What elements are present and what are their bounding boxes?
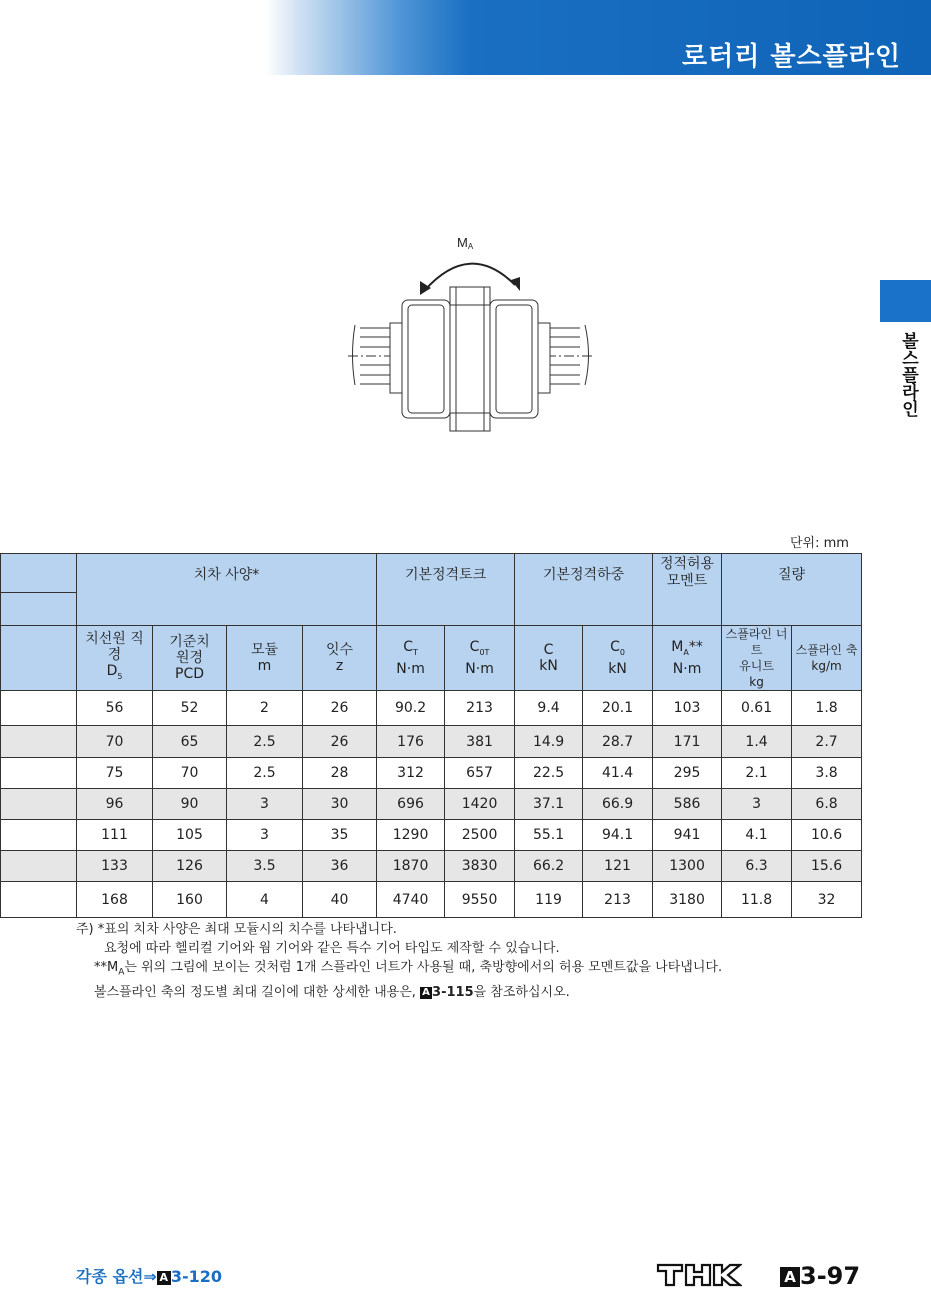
table-cell: 1.8 xyxy=(792,691,862,726)
col-c: C kN xyxy=(515,626,583,691)
table-cell: 2.5 xyxy=(227,726,303,758)
table-cell: 28.7 xyxy=(583,726,653,758)
table-cell: 1.4 xyxy=(722,726,792,758)
moment-header: 정적허용 모멘트 xyxy=(653,554,722,626)
table-cell: 133 xyxy=(77,851,153,882)
table-cell: 10.6 xyxy=(792,820,862,851)
model-cell xyxy=(1,758,77,789)
table-cell: 6.3 xyxy=(722,851,792,882)
table-cell: 160 xyxy=(153,882,227,918)
col-pcd: 기준치 원경 PCD xyxy=(153,626,227,691)
table-cell: 96 xyxy=(77,789,153,820)
moment-arrow-right-icon xyxy=(511,277,520,291)
table-cell: 26 xyxy=(303,691,377,726)
table-cell: 121 xyxy=(583,851,653,882)
table-cell: 37.1 xyxy=(515,789,583,820)
load-header: 기본정격하중 xyxy=(515,554,653,626)
table-cell: 20.1 xyxy=(583,691,653,726)
table-cell: 70 xyxy=(77,726,153,758)
table-row xyxy=(1,882,862,918)
table-cell: 28 xyxy=(303,758,377,789)
col-nut-mass: 스플라인 너트 유니트 kg xyxy=(722,626,792,691)
model-header-cell-3 xyxy=(1,626,77,691)
col-ma: $M_A**$ N·m xyxy=(653,626,722,691)
table-row xyxy=(1,851,862,882)
table-cell: 657 xyxy=(445,758,515,789)
table-cell: 3.5 xyxy=(227,851,303,882)
table-cell: 3 xyxy=(227,789,303,820)
table-cell: 90.2 xyxy=(377,691,445,726)
table-cell: 126 xyxy=(153,851,227,882)
table-cell: 119 xyxy=(515,882,583,918)
table-cell: 2 xyxy=(227,691,303,726)
model-cell xyxy=(1,851,77,882)
table-cell: 15.6 xyxy=(792,851,862,882)
side-tab-label: 볼스플라인 xyxy=(898,332,918,417)
table-cell: 168 xyxy=(77,882,153,918)
table-cell: 4.1 xyxy=(722,820,792,851)
table-cell: 3 xyxy=(227,820,303,851)
table-cell: 213 xyxy=(583,882,653,918)
footer-options-link[interactable]: 각종 옵션⇒ A 3-120 xyxy=(76,1267,222,1286)
table-cell: 90 xyxy=(153,789,227,820)
side-tab-marker xyxy=(880,280,931,322)
table-cell: 171 xyxy=(653,726,722,758)
a-section-icon: A xyxy=(780,1267,800,1287)
table-row xyxy=(1,820,862,851)
table-cell: 4 xyxy=(227,882,303,918)
table-cell: 75 xyxy=(77,758,153,789)
table-cell: 295 xyxy=(653,758,722,789)
table-cell: 6.8 xyxy=(792,789,862,820)
model-cell xyxy=(1,820,77,851)
table-cell: 26 xyxy=(303,726,377,758)
note-4: 볼스플라인 축의 정도별 최대 길이에 대한 상세한 내용은, A 3-115을 참조하십시오. xyxy=(94,984,570,1000)
table-cell: 66.2 xyxy=(515,851,583,882)
table-row xyxy=(1,691,862,726)
table-cell: 213 xyxy=(445,691,515,726)
table-cell: 9550 xyxy=(445,882,515,918)
table-cell: 30 xyxy=(303,789,377,820)
table-cell: 176 xyxy=(377,726,445,758)
table-cell: 66.9 xyxy=(583,789,653,820)
table-cell: 1870 xyxy=(377,851,445,882)
table-cell: 56 xyxy=(77,691,153,726)
table-cell: 0.61 xyxy=(722,691,792,726)
table-cell: 2.7 xyxy=(792,726,862,758)
table-cell: 3180 xyxy=(653,882,722,918)
table-cell: 1300 xyxy=(653,851,722,882)
moment-arrow-left-icon xyxy=(420,281,431,295)
moment-arc xyxy=(425,264,515,290)
table-row xyxy=(1,726,862,758)
table-cell: 3.8 xyxy=(792,758,862,789)
table-cell: 3 xyxy=(722,789,792,820)
col-ct: $C_T$ N·m xyxy=(377,626,445,691)
table-cell: 696 xyxy=(377,789,445,820)
table-cell: 41.4 xyxy=(583,758,653,789)
model-header-cell xyxy=(1,554,77,593)
table-cell: 9.4 xyxy=(515,691,583,726)
column-header-row xyxy=(1,626,862,691)
table-cell: 586 xyxy=(653,789,722,820)
table-cell: 111 xyxy=(77,820,153,851)
unit-label: 단위: mm xyxy=(790,536,849,551)
table-cell: 1420 xyxy=(445,789,515,820)
rotary-ball-spline-diagram xyxy=(330,225,610,440)
col-module: 모듈 m xyxy=(227,626,303,691)
model-cell xyxy=(1,726,77,758)
torque-header: 기본정격토크 xyxy=(377,554,515,626)
table-cell: 70 xyxy=(153,758,227,789)
model-header-cell-2 xyxy=(1,593,77,626)
note-3: $**M_A$는 위의 그림에 보이는 것처럼 1개 스플라인 너트가 사용될 때, 축방향에서의 허용 모멘트값을 나타냅니다. xyxy=(94,960,723,978)
table-cell: 2.1 xyxy=(722,758,792,789)
table-cell: 3830 xyxy=(445,851,515,882)
table-cell: 941 xyxy=(653,820,722,851)
a-section-icon: A xyxy=(157,1271,171,1285)
a-section-icon: A xyxy=(420,987,432,999)
note-2: 요청에 따라 헬리컬 기어와 웜 기어와 같은 특수 기어 타입도 제작할 수 있습니다. xyxy=(104,941,560,956)
page-title: 로터리 볼스플라인 xyxy=(682,42,901,72)
spec-table xyxy=(0,553,862,918)
table-cell: 94.1 xyxy=(583,820,653,851)
table-cell: 1290 xyxy=(377,820,445,851)
table-row xyxy=(1,758,862,789)
moment-label: MA xyxy=(457,235,474,251)
table-cell: 55.1 xyxy=(515,820,583,851)
table-cell: 65 xyxy=(153,726,227,758)
table-cell: 11.8 xyxy=(722,882,792,918)
table-row xyxy=(1,789,862,820)
model-cell xyxy=(1,789,77,820)
col-teeth: 잇수 z xyxy=(303,626,377,691)
table-cell: 4740 xyxy=(377,882,445,918)
table-cell: 40 xyxy=(303,882,377,918)
model-cell xyxy=(1,882,77,918)
table-cell: 381 xyxy=(445,726,515,758)
table-cell: 32 xyxy=(792,882,862,918)
table-cell: 312 xyxy=(377,758,445,789)
mass-header: 질량 xyxy=(722,554,862,626)
col-shaft-mass: 스플라인 축 kg/m xyxy=(792,626,862,691)
thk-logo xyxy=(656,1262,742,1288)
table-cell: 22.5 xyxy=(515,758,583,789)
table-cell: 35 xyxy=(303,820,377,851)
model-cell xyxy=(1,691,77,726)
table-cell: 2500 xyxy=(445,820,515,851)
notes xyxy=(76,920,722,1002)
page-number: A 3-97 xyxy=(780,1262,860,1290)
table-cell: 36 xyxy=(303,851,377,882)
table-cell: 105 xyxy=(153,820,227,851)
col-tip-diameter: 치선원 직 경 $D_5$ xyxy=(77,626,153,691)
table-cell: 103 xyxy=(653,691,722,726)
col-c0: $C_0$ kN xyxy=(583,626,653,691)
note-1: 주) *표의 치차 사양은 최대 모듈시의 치수를 나타냅니다. xyxy=(76,922,397,937)
note-4-reference-link[interactable]: 3-115 xyxy=(432,984,474,1000)
gear-spec-header: 치차 사양* xyxy=(77,554,377,626)
table-cell: 52 xyxy=(153,691,227,726)
table-cell: 14.9 xyxy=(515,726,583,758)
table-cell: 2.5 xyxy=(227,758,303,789)
col-c0t: $C_{0T}$ N·m xyxy=(445,626,515,691)
